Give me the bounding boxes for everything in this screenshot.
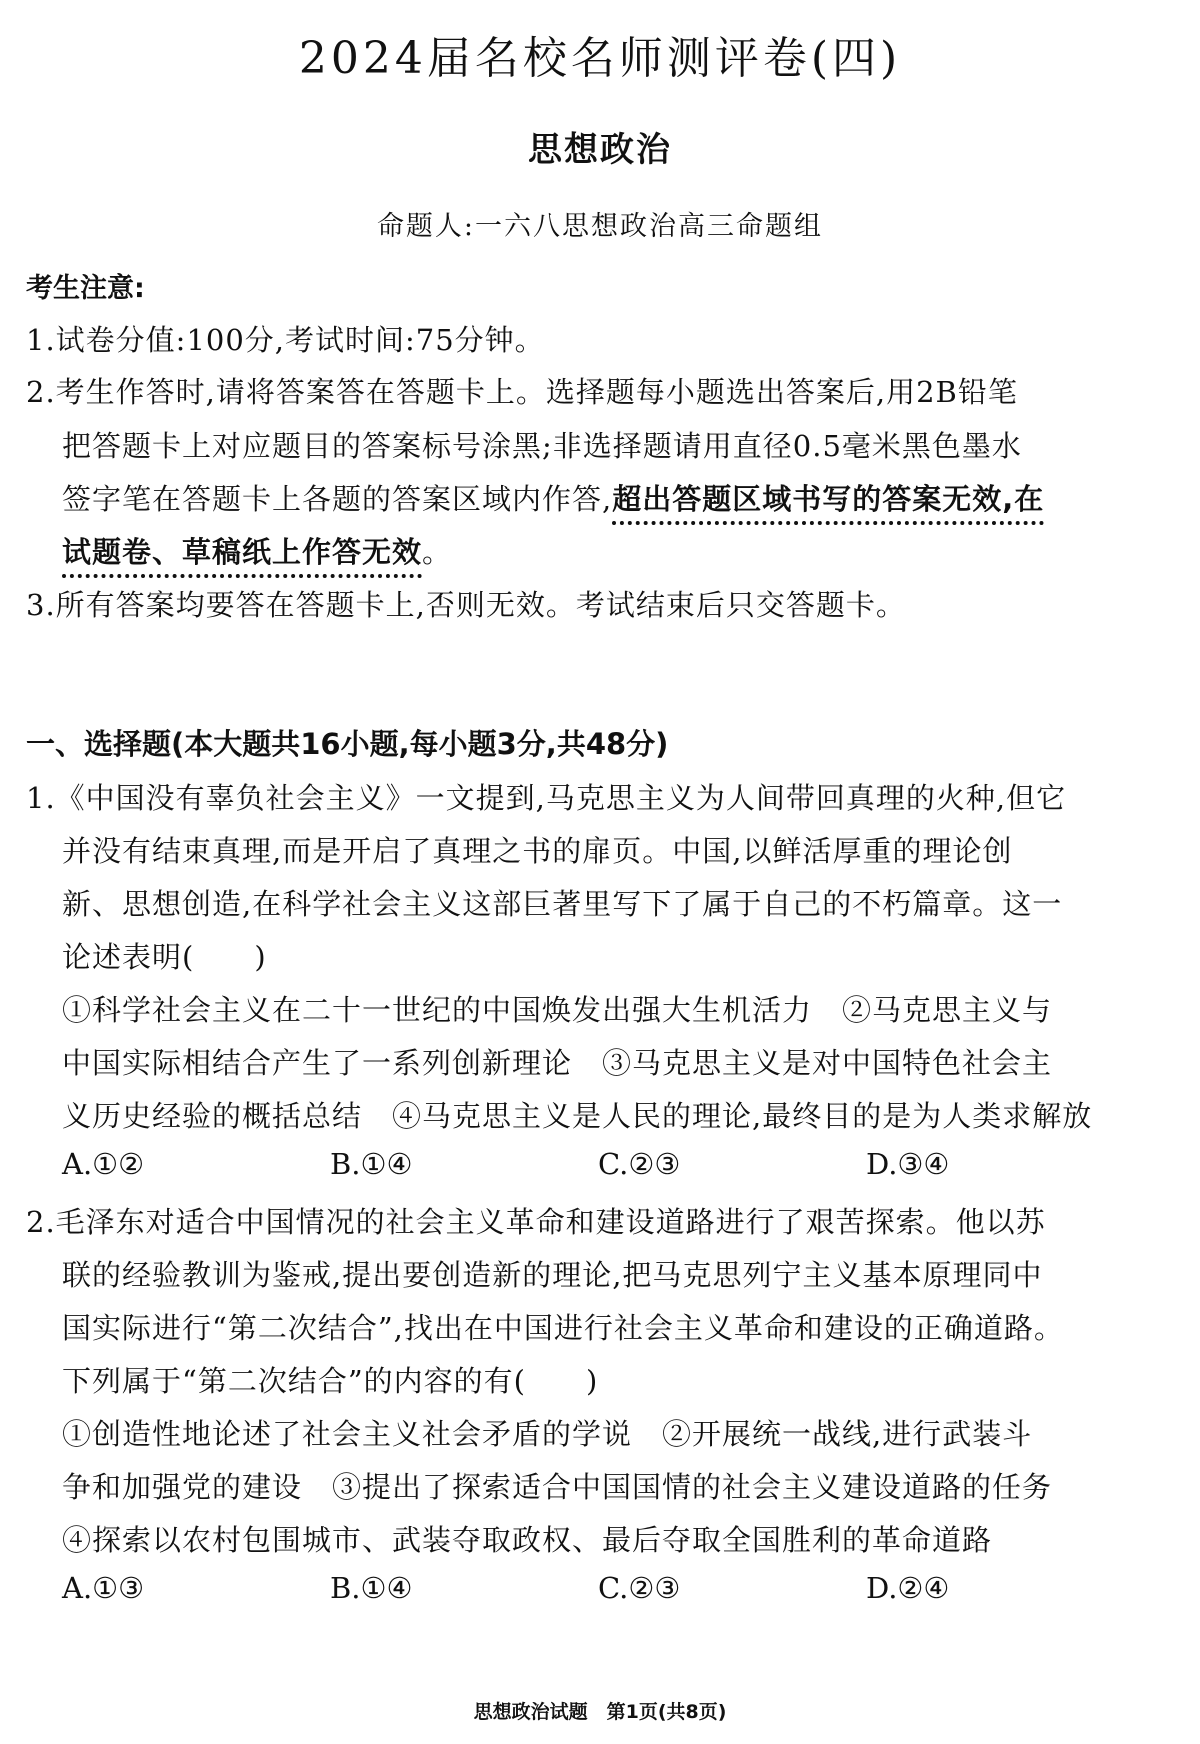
question-1-line-7: 义历史经验的概括总结 ④马克思主义是人民的理论,最终目的是为人类求解放 bbox=[62, 1099, 1093, 1133]
notice-item-2-line-3 bbox=[62, 477, 1176, 518]
page-footer: 思想政治试题 第1页(共8页) bbox=[473, 1701, 727, 1723]
question-1-line-6: 中国实际相结合产生了一系列创新理论 ③马克思主义是对中国特色社会主 bbox=[62, 1046, 1053, 1080]
question-2-line-2: 联的经验教训为鉴戒,提出要创造新的理论,把马克思列宁主义基本原理同中 bbox=[62, 1258, 1043, 1292]
question-2-line-5: ①创造性地论述了社会主义社会矛盾的学说 ②开展统一战线,进行武装斗 bbox=[62, 1417, 1033, 1451]
notice-item-2-line-1: 2.考生作答时,请将答案答在答题卡上。选择题每小题选出答案后,用2B铅笔 bbox=[26, 375, 1018, 409]
question-2-line-6: 争和加强党的建设 ③提出了探索适合中国国情的社会主义建设道路的任务 bbox=[62, 1470, 1053, 1504]
question-2-line-3: 国实际进行“第二次结合”,找出在中国进行社会主义革命和建设的正确道路。 bbox=[62, 1311, 1064, 1345]
subject-title: 思想政治 bbox=[528, 130, 672, 170]
question-1-line-3: 新、思想创造,在科学社会主义这部巨著里写下了属于自己的不朽篇章。这一 bbox=[62, 887, 1063, 921]
notice-item-2-line-2: 把答题卡上对应题目的答案标号涂黑;非选择题请用直径0.5毫米黑色墨水 bbox=[62, 429, 1022, 463]
question-1-option-b[interactable]: B.①④ bbox=[330, 1147, 413, 1181]
question-1-option-a[interactable]: A.①② bbox=[62, 1147, 145, 1181]
question-1-option-c[interactable]: C.②③ bbox=[598, 1147, 681, 1181]
notice-emphasis-2: 试题卷、草稿纸上作答无效 bbox=[62, 535, 423, 569]
question-2-option-c[interactable]: C.②③ bbox=[598, 1571, 681, 1605]
question-1-line-5: ①科学社会主义在二十一世纪的中国焕发出强大生机活力 ②马克思主义与 bbox=[62, 993, 1053, 1027]
question-2-option-a[interactable]: A.①③ bbox=[62, 1571, 145, 1605]
notice-heading: 考生注意: bbox=[26, 273, 145, 304]
notice-item-1: 1.试卷分值:100分,考试时间:75分钟。 bbox=[26, 323, 545, 357]
question-1-line-2: 并没有结束真理,而是开启了真理之书的扉页。中国,以鲜活厚重的理论创 bbox=[62, 834, 1013, 868]
question-1-line-4: 论述表明( ) bbox=[62, 940, 267, 974]
author-line: 命题人:一六八思想政治高三命题组 bbox=[376, 211, 824, 242]
question-2-option-b[interactable]: B.①④ bbox=[330, 1571, 413, 1605]
section-heading: 一、选择题(本大题共16小题,每小题3分,共48分) bbox=[26, 727, 669, 761]
question-2-line-4: 下列属于“第二次结合”的内容的有( ) bbox=[62, 1364, 599, 1398]
question-2-line-1: 2.毛泽东对适合中国情况的社会主义革命和建设道路进行了艰苦探索。他以苏 bbox=[26, 1205, 1046, 1239]
question-1-line-1: 1.《中国没有辜负社会主义》一文提到,马克思主义为人间带回真理的火种,但它 bbox=[26, 781, 1067, 815]
question-1-option-d[interactable]: D.③④ bbox=[866, 1147, 950, 1181]
question-2-option-d[interactable]: D.②④ bbox=[866, 1571, 950, 1605]
question-2-line-7: ④探索以农村包围城市、武装夺取政权、最后夺取全国胜利的革命道路 bbox=[62, 1523, 993, 1557]
notice-item-2-line-4 bbox=[62, 530, 1176, 571]
exam-title: 2024届名校名师测评卷(四) bbox=[298, 33, 902, 84]
notice-emphasis-1: 超出答题区域书写的答案无效,在 bbox=[612, 482, 1045, 516]
notice-item-3: 3.所有答案均要答在答题卡上,否则无效。考试结束后只交答题卡。 bbox=[26, 588, 906, 622]
notice-item-2-line-4-end: 。 bbox=[422, 535, 453, 569]
notice-item-2-line-3-plain: 签字笔在答题卡上各题的答案区域内作答, bbox=[62, 482, 613, 516]
